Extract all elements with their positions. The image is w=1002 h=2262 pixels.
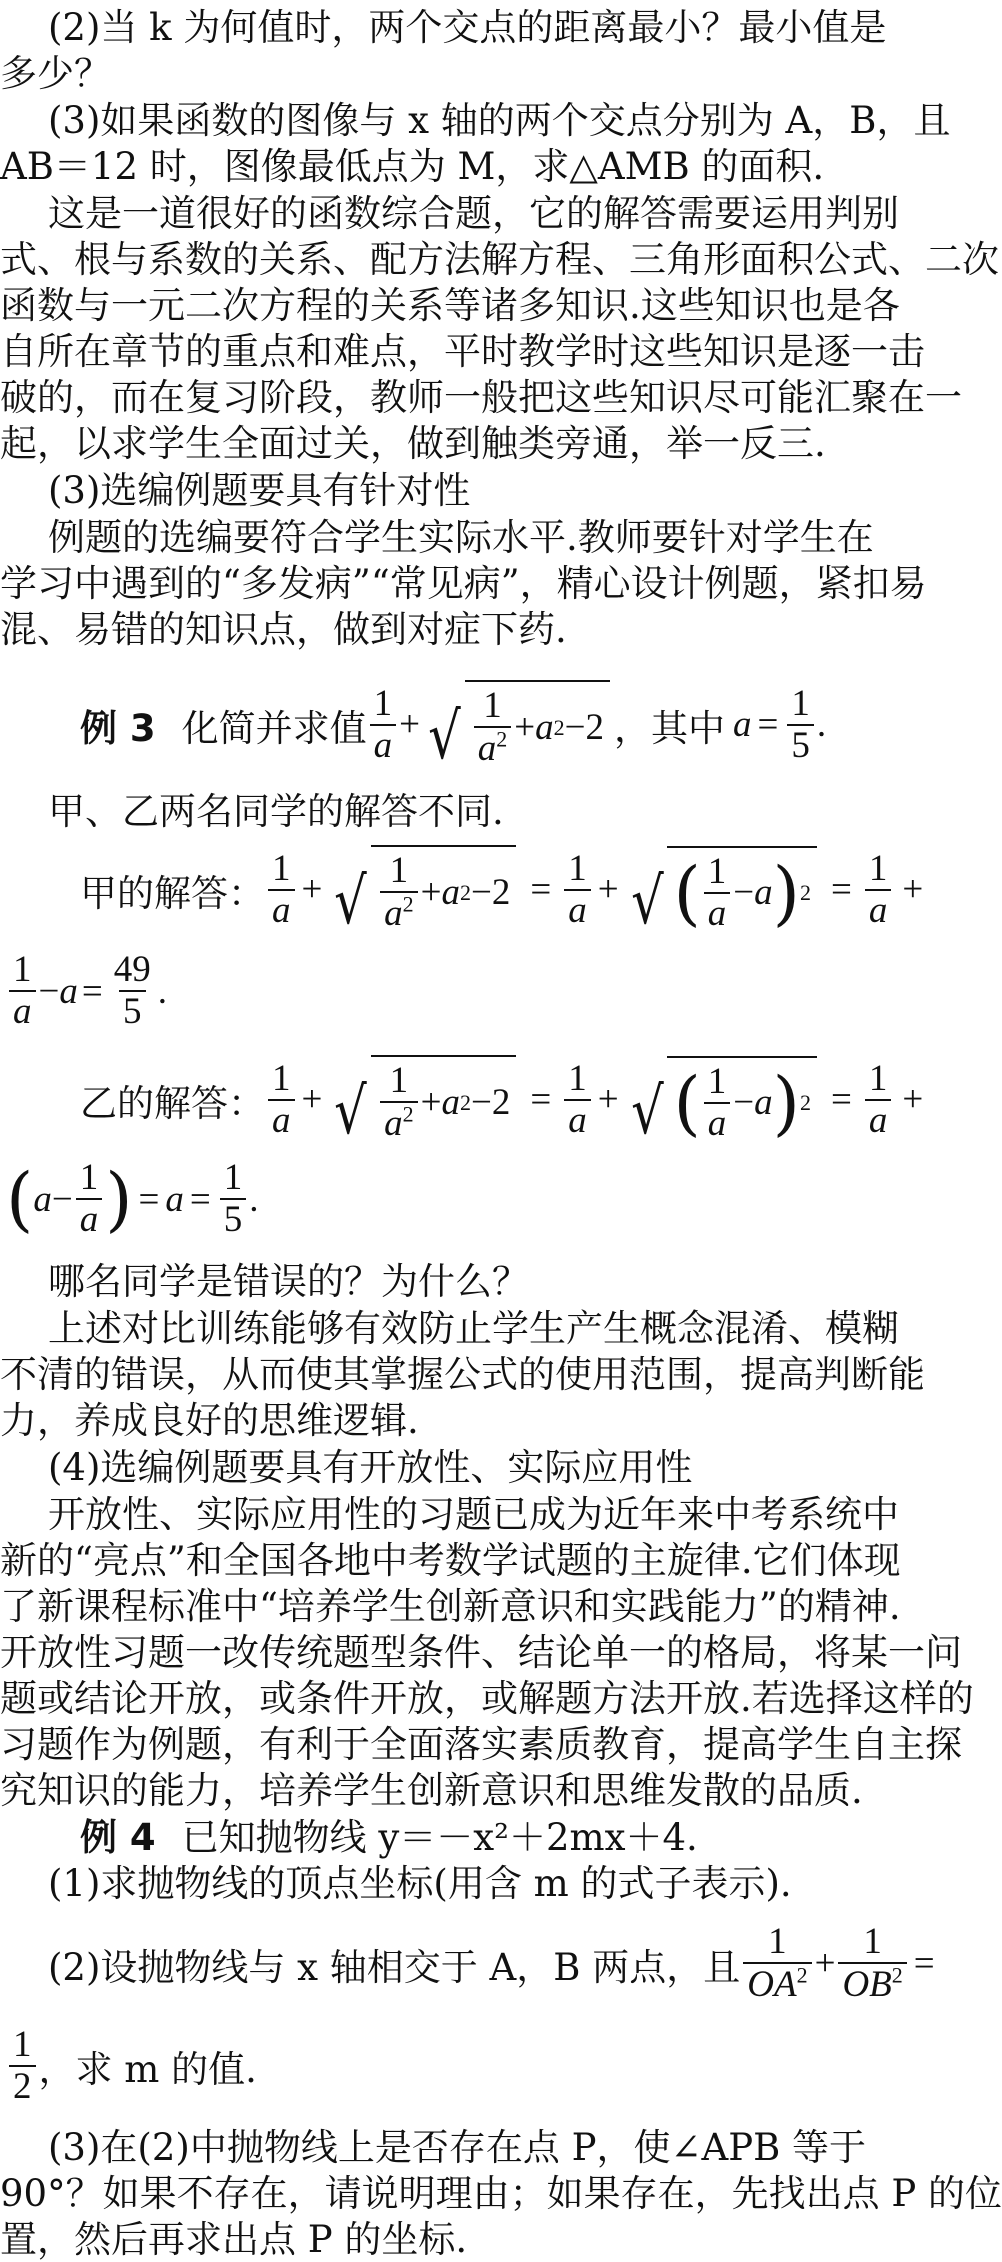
text-line: 了新课程标准中“培养学生创新意识和实践能力”的精神. [0,1585,901,1628]
text-line: 式、根与系数的关系、配方法解方程、三角形面积公式、二次 [0,238,999,281]
text-line: 破的，而在复习阶段，教师一般把这些知识尽可能汇聚在一 [0,376,962,419]
example-4-label: 例 4 [80,1816,156,1859]
yi-solution-line2: ( a − $\frac{1}{a}$ ) = a = $\frac{1}{5}$ . [6,1157,259,1240]
text-line: 习题作为例题，有利于全面落实素质教育，提高学生自主探 [0,1723,962,1766]
text-line: 多少？ [0,52,111,95]
jia-label: 甲的解答： [80,871,265,915]
section-heading: (3)选编例题要具有针对性 [48,469,471,512]
text-line: 自所在章节的重点和难点，平时教学时这些知识是逐一击 [0,330,925,373]
example-3-text: 化简并求值 [181,706,367,750]
part2-text: (2)设抛物线与 x 轴相交于 A，B 两点，且 [48,1945,741,1989]
text-line: 哪名同学是错误的？为什么？ [48,1260,529,1303]
text-line: (3)在(2)中抛物线上是否存在点 P，使∠APB 等于 [48,2126,867,2169]
text-line: 题或结论开放，或条件开放，或解题方法开放.若选择这样的 [0,1677,974,1720]
text-line: 90°？如果不存在，请说明理由；如果存在，先找出点 P 的位 [0,2172,1002,2215]
example-4-statement [80,1816,698,1860]
text-line: 力，养成良好的思维逻辑. [0,1399,419,1442]
text-line: 置，然后再求出点 P 的坐标. [0,2218,468,2261]
yi-label: 乙的解答： [80,1081,265,1125]
text-line: 开放性习题一改传统题型条件、结论单一的格局，将某一问 [0,1631,962,1674]
text-line: (1)求抛物线的顶点坐标(用含 m 的式子表示). [48,1862,792,1905]
text-line: 例题的选编要符合学生实际水平.教师要针对学生在 [48,516,874,559]
fraction-1-over-a: $\frac{1}{a}$ [370,684,397,766]
text-line: 这是一道很好的函数综合题，它的解答需要运用判别 [48,192,899,235]
text-line: (2)当 k 为何值时，两个交点的距离最小？最小值是 [48,6,887,49]
example-4-part2: (2)设抛物线与 x 轴相交于 A，B 两点，且 $\frac{1}{OA^2}$ + $\frac{1}{OB^2}$ = [48,1921,935,2005]
text-line: 起，以求学生全面过关，做到触类旁通，举一反三. [0,422,826,465]
text-line: 新的“亮点”和全国各地中考数学试题的主旋律.它们体现 [0,1539,901,1582]
text-line: 混、易错的知识点，做到对症下药. [0,608,567,651]
example-3-statement: 例 3 化简并求值 $\frac{1}{a}$ + √ $\frac{1}{a^2}$ + a 2 −2 ，其中 a = $\frac{1}{5}$ . [80,680,826,769]
text-line: 开放性、实际应用性的习题已成为近年来中考系统中 [48,1493,899,1536]
yi-solution-line1: 乙的解答： $\frac{1}{a}$ + √ $\frac{1}{a^2}$ + a 2 −2 = $\frac{1}{a}$ + √ ( $\frac{1}{a}$ − a ) 2 = $\frac{1}{a}$ + [80,1055,923,1144]
jia-solution-line2: $\frac{1}{a}$ − a = $\frac{49}{5}$ . [6,950,167,1032]
text-line: 究知识的能力，培养学生创新意识和思维发散的品质. [0,1769,863,1812]
example-4-text: 已知抛物线 y＝－x²＋2mx＋4. [181,1816,698,1859]
text-line: 函数与一元二次方程的关系等诸多知识.这些知识也是各 [0,284,900,327]
part2-tail: ，求 m 的值. [38,2048,257,2091]
jia-solution-line1: 甲的解答： $\frac{1}{a}$ + √ $\frac{1}{a^2}$ + a 2 −2 = $\frac{1}{a}$ + √ ( $\frac{1}{a}$ − a ) 2 = $\frac{1}{a}$ + [80,845,923,934]
text-line: 甲、乙两名同学的解答不同. [48,790,504,833]
section-heading: (4)选编例题要具有开放性、实际应用性 [48,1446,693,1489]
text-line: 上述对比训练能够有效防止学生产生概念混淆、模糊 [48,1307,899,1350]
example-3-label: 例 3 [80,706,156,750]
text-line: (3)如果函数的图像与 x 轴的两个交点分别为 A，B，且 [48,99,951,142]
sqrt-expression: √ $\frac{1}{a^2}$ + a 2 −2 [424,680,610,769]
example-4-part2-cont: $\frac{1}{2}$ ，求 m 的值. [6,2025,257,2107]
text-line: AB＝12 时，图像最低点为 M，求△AMB 的面积. [0,145,825,188]
text-line: 不清的错误，从而使其掌握公式的使用范围，提高判断能 [0,1353,925,1396]
text-line: 学习中遇到的“多发病”“常见病”，精心设计例题，紧扣易 [0,562,927,605]
example-3-condition: ，其中 [614,706,726,750]
